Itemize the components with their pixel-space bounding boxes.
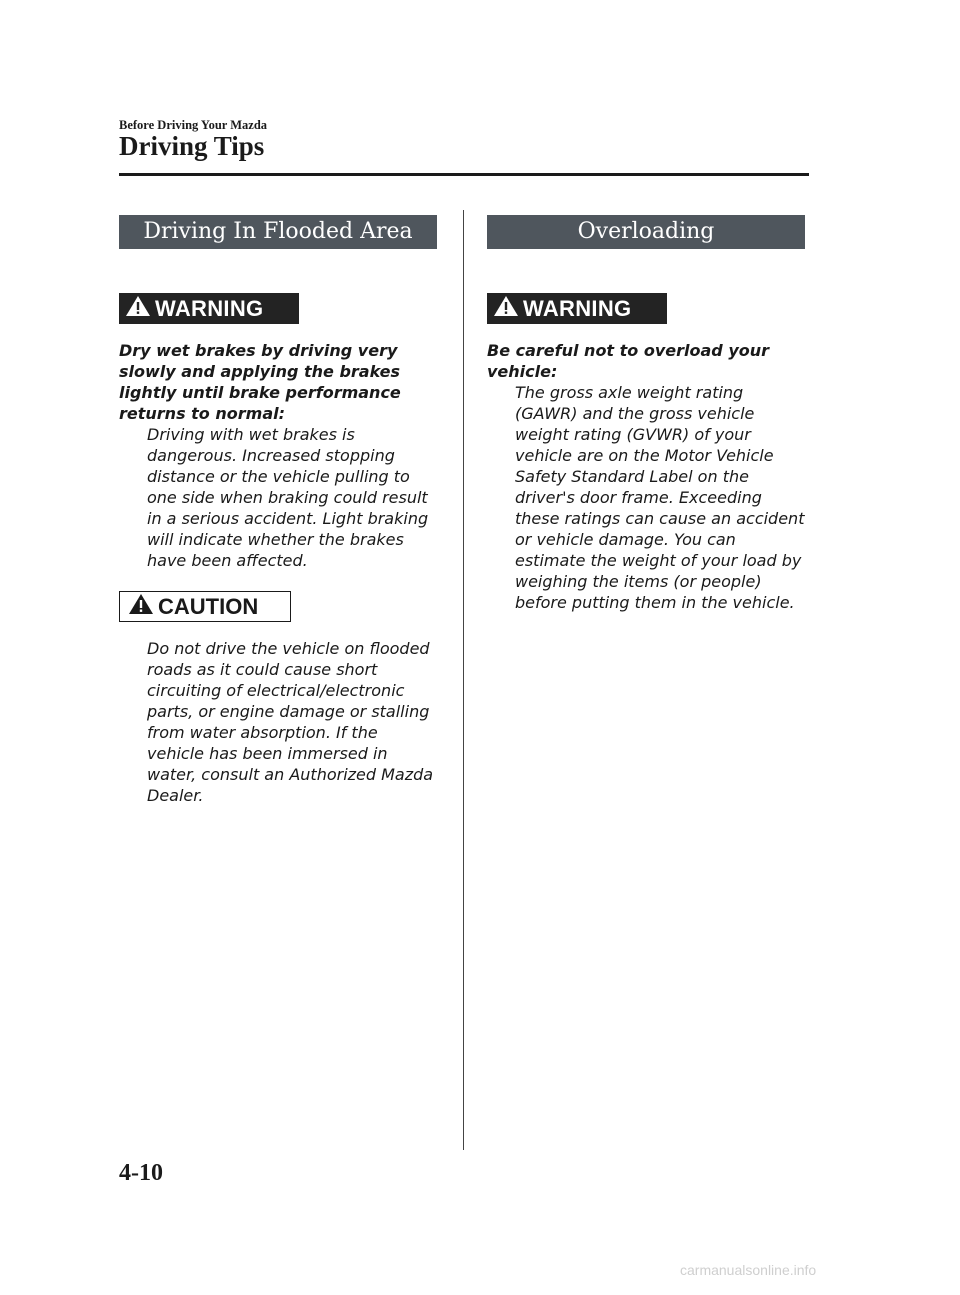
warning-badge: [119, 293, 299, 324]
header-rule: [119, 173, 809, 176]
chapter-title: Before Driving Your Mazda: [119, 118, 268, 132]
warning-triangle-icon: [493, 295, 523, 323]
overloading-heading: Overloading: [487, 215, 805, 249]
warning-lead: Be careful not to overload your vehicle:: [487, 341, 770, 381]
right-column: [487, 215, 805, 613]
left-column: [119, 215, 437, 806]
warning-lead: Dry wet brakes by driving very slowly and applying the brakes lightly until brake performance returns to normal:: [119, 341, 401, 423]
warning-label: WARNING: [523, 295, 632, 321]
warning-body: The gross axle weight rating (GAWR) and the gross vehicle weight rating (GVWR) of your vehicle are on the Motor Vehicle Safety Standard Label on the driver's door frame. Exceeding these ratings can cause an accident or vehicle damage. You can estimate the weight of your load by weighing the items (or people) before putting them in the vehicle.: [515, 383, 805, 612]
warning-triangle-icon: [125, 295, 155, 323]
watermark: carmanualsonline.info: [680, 1262, 817, 1278]
warning-label: WARNING: [155, 295, 264, 321]
section-title: Driving Tips: [119, 131, 265, 161]
page-number: 4-10: [119, 1160, 163, 1186]
column-divider: [463, 210, 464, 1150]
warning-badge: [487, 293, 667, 324]
warning-triangle-icon: [128, 593, 158, 621]
flooded-area-heading: Driving In Flooded Area: [119, 215, 437, 249]
caution-badge: [119, 591, 291, 622]
caution-body: Do not drive the vehicle on flooded roads as it could cause short circuiting of electrical/electronic parts, or engine damage or stalling from water absorption. If the vehicle has been immersed in water, consult an Authorized Mazda Dealer.: [147, 639, 434, 805]
caution-label: CAUTION: [158, 593, 259, 619]
warning-body: Driving with wet brakes is dangerous. Increased stopping distance or the vehicle pulling to one side when braking could result in a serious accident. Light braking will indicate whether the brakes have been affected.: [147, 425, 429, 570]
